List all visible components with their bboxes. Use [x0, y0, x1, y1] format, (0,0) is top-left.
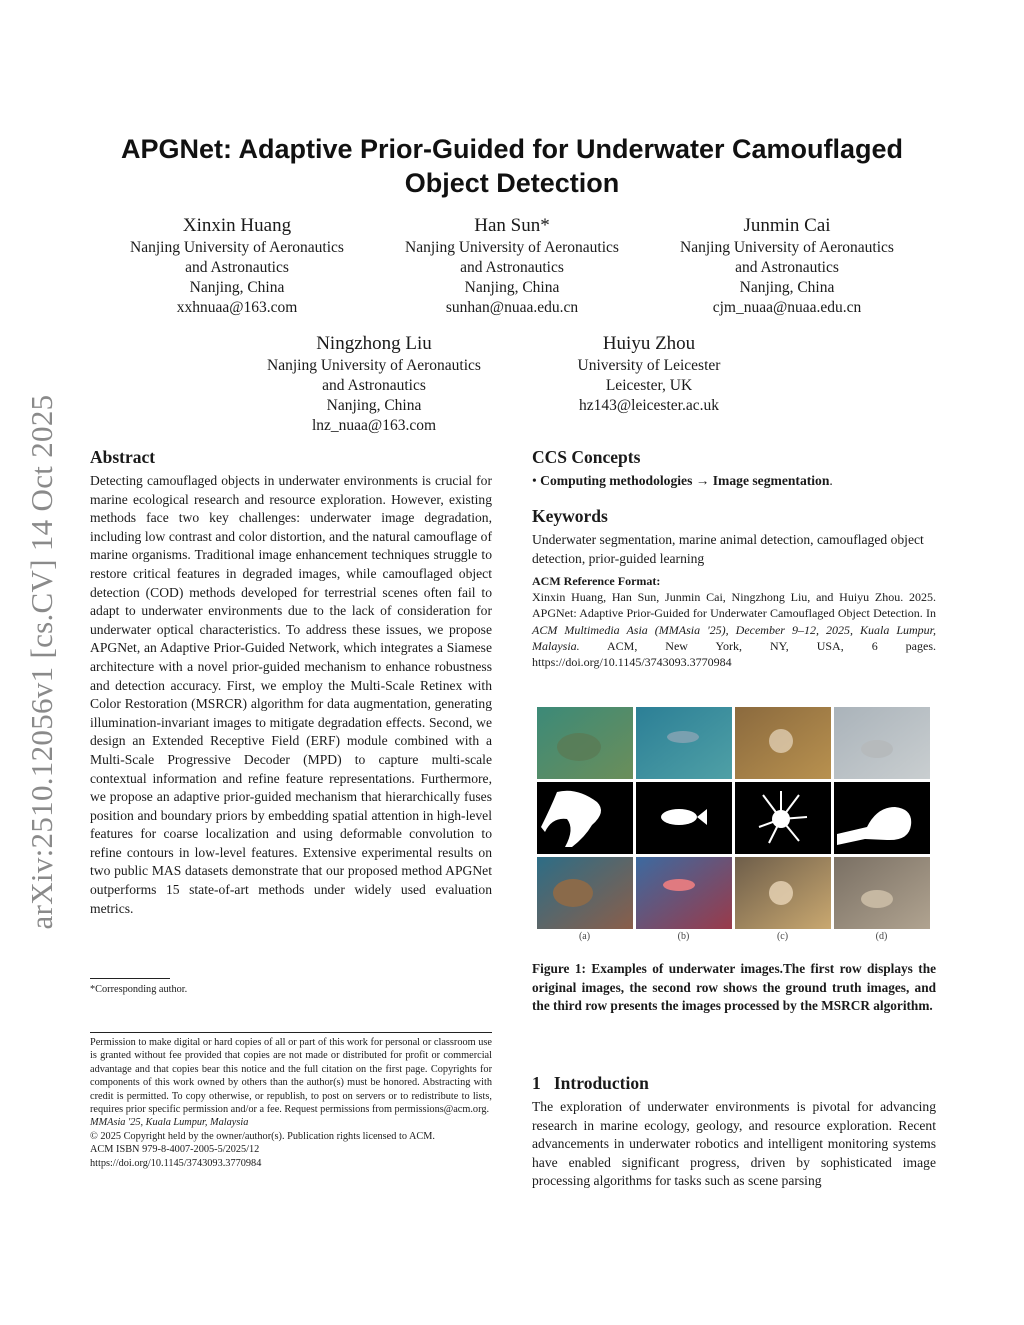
- author-block-4: [249, 332, 499, 436]
- original-image-a: [537, 707, 633, 779]
- ground-truth-d: [834, 782, 930, 854]
- permission-doi[interactable]: https://doi.org/10.1145/3743093.3770984: [90, 1157, 262, 1169]
- section-title: Introduction: [553, 1073, 649, 1093]
- author-affiliation: and Astronautics: [735, 259, 839, 276]
- keywords-heading: Keywords: [532, 506, 608, 526]
- ccs-concept-a: Computing methodologies: [540, 473, 693, 488]
- ccs-heading: CCS Concepts: [532, 447, 641, 467]
- footnote-rule: [90, 978, 170, 979]
- author-affiliation: Nanjing University of Aeronautics: [130, 239, 344, 256]
- author-email[interactable]: hz143@leicester.ac.uk: [579, 397, 719, 414]
- section-number: 1: [532, 1073, 541, 1093]
- author-name: Junmin Cai: [743, 215, 831, 236]
- author-block-2: [387, 214, 637, 318]
- keywords-section: [532, 505, 936, 568]
- author-email[interactable]: lnz_nuaa@163.com: [311, 417, 437, 434]
- abstract-text: Detecting camouflaged objects in underwater environments is crucial for marine ecological research and resource exploration. However, existing methods face two key challenges: underwater image degradation, including low contrast and color distortion, and the natural camouflage of marine organisms. Traditional image enhancement techniques struggle to restore critical features in degraded images, while camouflaged object detection (COD) methods developed for terrestrial scenes often fail to adapt to underwater environments due to the lack of consideration for underwater optical characteristics. To address these issues, we propose APGNet, an Adaptive Prior-Guided Network, which integrates a Siamese architecture with a novel prior-guided mechanism to enhance robustness and detection accuracy. First, we employ the Multi-Scale Retinex with Color Restoration (MSRCR) algorithm for data augmentation, generating illumination-invariant images to mitigate degradation effects. Second, we design an Extended Receptive Field (ERF) module combined with a Multi-Scale Progressive Decoder (MPD) to capture multi-scale contextual information and refine feature representations. Furthermore, we propose an adaptive prior-guided mechanism that hierarchically fuses position and boundary priors by embedding spatial attention in high-level features for coarse localization and using deformable convolution to refine contours in low-level features. Extensive experimental results on two public MAS datasets demonstrate that our proposed method APGNet outperforms 15 state-of-art methods under widely used evaluation metrics.: [90, 473, 492, 916]
- original-image-d: [834, 707, 930, 779]
- permission-block: [90, 1036, 492, 1170]
- abstract-heading: Abstract: [90, 447, 156, 467]
- permission-isbn: ACM ISBN 979-8-4007-2005-5/2025/12: [90, 1144, 260, 1156]
- original-image-b: [636, 707, 732, 779]
- msrcr-image-b: [636, 857, 732, 929]
- author-affiliation: Nanjing University of Aeronautics: [680, 239, 894, 256]
- original-image-c: [735, 707, 831, 779]
- ccs-arrow: →: [692, 473, 713, 488]
- figure-1-grid: [537, 707, 930, 945]
- permission-text: Permission to make digital or hard copies of all or part of this work for personal or classroom use is granted without fee provided that copies are not made or distributed for profit or commercial advantage and that copies bear this notice and the full citation on the first page. Copyrights for components of this work owned by others than the author(s) must be honored. Abstracting with credit is permitted. To copy otherwise, or republish, to post on servers or to redistribute to lists, requires prior specific permission and/or a fee. Request permissions from permissions@acm.org.: [90, 1037, 492, 1116]
- permission-venue: MMAsia '25, Kuala Lumpur, Malaysia: [90, 1117, 249, 1129]
- author-email[interactable]: xxhnuaa@163.com: [176, 299, 298, 316]
- acm-ref-part2: ACM, New York, NY, USA, 6 pages. https://doi.org/10.1145/3743093.3770984: [532, 638, 936, 670]
- msrcr-image-a: [537, 857, 633, 929]
- subfigure-label-a: (a): [578, 931, 591, 942]
- author-email[interactable]: cjm_nuaa@nuaa.edu.cn: [712, 299, 862, 316]
- figure-1-caption: Figure 1: Examples of underwater images.The first row displays the original images, the second row shows the ground truth images, and the third row presents the images processed by the MSRCR algorithm.: [532, 961, 936, 1014]
- ground-truth-a: [537, 782, 633, 854]
- author-location: Nanjing, China: [326, 397, 422, 414]
- author-name: Ningzhong Liu: [316, 333, 432, 354]
- author-location: Nanjing, China: [464, 279, 560, 296]
- author-block-1: [112, 214, 362, 318]
- ccs-section: [532, 446, 936, 491]
- ccs-concept-b: Image segmentation: [712, 473, 830, 488]
- author-affiliation: University of Leicester: [577, 357, 721, 374]
- introduction-section: [532, 1072, 936, 1191]
- acm-ref-heading: ACM Reference Format:: [532, 574, 661, 588]
- acm-reference: [532, 573, 936, 670]
- msrcr-image-d: [834, 857, 930, 929]
- author-affiliation: and Astronautics: [185, 259, 289, 276]
- keywords-text: Underwater segmentation, marine animal detection, camouflaged object detection, prior-guided learning: [532, 532, 924, 566]
- author-name: Xinxin Huang: [182, 215, 292, 236]
- author-location: Nanjing, China: [739, 279, 835, 296]
- author-affiliation: Nanjing University of Aeronautics: [267, 357, 481, 374]
- ground-truth-b: [636, 782, 732, 854]
- introduction-text: The exploration of underwater environments is pivotal for advancing research in marine ecology, geology, and resource exploration. Recent advancements in underwater robotics and intelligent monitoring systems have enabled significant progress, driven by sophisticated image processing algorithms for tasks such as scene parsing: [532, 1099, 936, 1189]
- subfigure-label-d: (d): [875, 931, 888, 942]
- author-block-3: [662, 214, 912, 318]
- author-affiliation: and Astronautics: [460, 259, 564, 276]
- figure-1: [537, 707, 930, 945]
- acm-ref-venue: ACM Multimedia Asia (MMAsia '25), December 9–12, 2025, Kuala Lumpur, Malaysia.: [532, 622, 936, 653]
- arxiv-id: arXiv:2510.12056v1 [cs.CV] 14 Oct 2025: [24, 394, 59, 930]
- ccs-end: .: [829, 473, 833, 488]
- paper-title: [80, 132, 944, 200]
- author-email[interactable]: sunhan@nuaa.edu.cn: [445, 299, 579, 316]
- author-affiliation: and Astronautics: [322, 377, 426, 394]
- author-location: Leicester, UK: [605, 377, 693, 394]
- introduction-heading: [532, 1072, 936, 1094]
- author-location: Nanjing, China: [189, 279, 285, 296]
- permission-copyright: © 2025 Copyright held by the owner/author(s). Publication rights licensed to ACM.: [90, 1130, 436, 1142]
- ccs-item: [532, 472, 936, 491]
- ground-truth-c: [735, 782, 831, 854]
- acm-ref-part1: Xinxin Huang, Han Sun, Junmin Cai, Ningzhong Liu, and Huiyu Zhou. 2025. APGNet: Adaptive Prior-Guided for Underwater Camouflaged Object Detection. In: [532, 590, 936, 621]
- title-line-2: Object Detection: [404, 168, 620, 198]
- author-name: Han Sun*: [474, 215, 550, 236]
- ccs-bullet: •: [532, 473, 537, 488]
- footnote: *Corresponding author.: [90, 984, 188, 995]
- subfigure-label-b: (b): [677, 931, 690, 942]
- author-name: Huiyu Zhou: [602, 333, 696, 354]
- title-line-1: APGNet: Adaptive Prior-Guided for Underwater Camouflaged: [120, 134, 904, 164]
- abstract-section: [90, 446, 492, 918]
- author-block-5: [524, 332, 774, 416]
- acm-ref-text: [532, 589, 936, 670]
- subfigure-label-c: (c): [776, 931, 789, 942]
- msrcr-image-c: [735, 857, 831, 929]
- author-affiliation: Nanjing University of Aeronautics: [405, 239, 619, 256]
- permission-rule: [90, 1032, 492, 1033]
